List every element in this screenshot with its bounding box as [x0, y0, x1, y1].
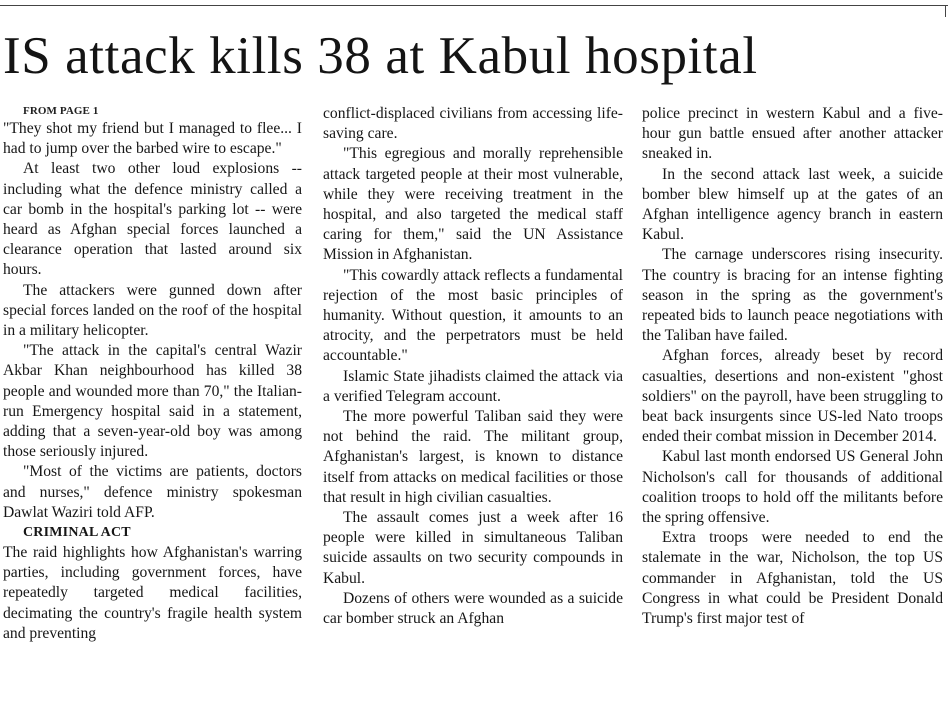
top-rule [0, 5, 948, 6]
article-paragraph: Dozens of others were wounded as a suicide car bomber struck an Afghan [323, 589, 623, 628]
article-paragraph: conflict-displaced civilians from accessing life-saving care. [323, 105, 623, 143]
article-paragraph: "Most of the victims are patients, doctors and nurses," defence ministry spokesman Dawlat Waziri told AFP. [3, 463, 302, 521]
article-paragraph: The attackers were gunned down after special forces landed on the roof of the hospital in a military helicopter. [3, 281, 302, 340]
article-paragraph: The carnage underscores rising insecurity. The country is bracing for an intense fighting season in the spring as the government's repeated bids to launch peace negotiations with the Taliban have failed. [642, 246, 943, 345]
article-column-1 [3, 104, 302, 725]
article-paragraph: At least two other loud explosions -- including what the defence ministry called a car bomb in the hospital's parking lot -- were heard as Afghan special forces launched a clearance operation that lasted around six hours. [3, 160, 302, 279]
article-paragraph: "This cowardly attack reflects a fundamental rejection of the most basic principles of humanity. Without question, it amounts to an atrocity, and the perpetrators must be held accountable." [323, 266, 623, 365]
article-paragraph: The more powerful Taliban said they were not behind the raid. The militant group, Afghanistan's largest, is known to distance itself from attacks on medical facilities or those that result in high civilian casualties. [323, 408, 623, 506]
article-paragraph: "The attack in the capital's central Wazir Akbar Khan neighbourhood has killed 38 people and wounded more than 70," the Italian-run Emergency hospital said in a statement, adding that a seven-year-old boy was among those seriously injured. [3, 342, 302, 461]
article-paragraph: Extra troops were needed to end the stalemate in the war, Nicholson, the top US commander in Afghanistan, told the US Congress in what could be President Donald Trump's first major test of [642, 529, 943, 628]
article-paragraph: Islamic State jihadists claimed the attack via a verified Telegram account. [323, 367, 623, 405]
article-column-3 [642, 104, 943, 725]
article-paragraph: Kabul last month endorsed US General John Nicholson's call for thousands of additional coalition troops to hold off the militants before the spring offensive. [642, 448, 943, 527]
corner-rule [945, 5, 946, 17]
article-paragraph: Afghan forces, already beset by record casualties, desertions and non-existent "ghost soldiers" on the payroll, have been struggling to beat back insurgents since US-led Nato troops ended their combat mission in December 2014. [642, 347, 943, 446]
article-column-2 [323, 104, 623, 725]
article-paragraph: "This egregious and morally reprehensible attack targeted people at their most vulnerable, while they were receiving treatment in the hospital, and also targeted the medical staff caring for them," said the UN Assistance Mission in Afghanistan. [323, 145, 623, 264]
subheading: CRIMINAL ACT [23, 525, 131, 541]
article-paragraph: The assault comes just a week after 16 people were killed in simultaneous Taliban suicide assaults on two security compounds in Kabul. [323, 509, 623, 587]
headline: IS attack kills 38 at Kabul hospital [3, 27, 758, 85]
continuation-kicker: FROM PAGE 1 [23, 105, 99, 117]
article-paragraph: "They shot my friend but I managed to flee... I had to jump over the barbed wire to escape." [3, 120, 302, 158]
article-paragraph: In the second attack last week, a suicide bomber blew himself up at the gates of an Afghan intelligence agency branch in eastern Kabul. [642, 165, 943, 244]
article-paragraph: police precinct in western Kabul and a five-hour gun battle ensued after another attacker sneaked in. [642, 105, 943, 163]
article-paragraph: The raid highlights how Afghanistan's warring parties, including government forces, have repeatedly targeted medical facilities, decimating the country's fragile health system and preventing [3, 544, 302, 642]
